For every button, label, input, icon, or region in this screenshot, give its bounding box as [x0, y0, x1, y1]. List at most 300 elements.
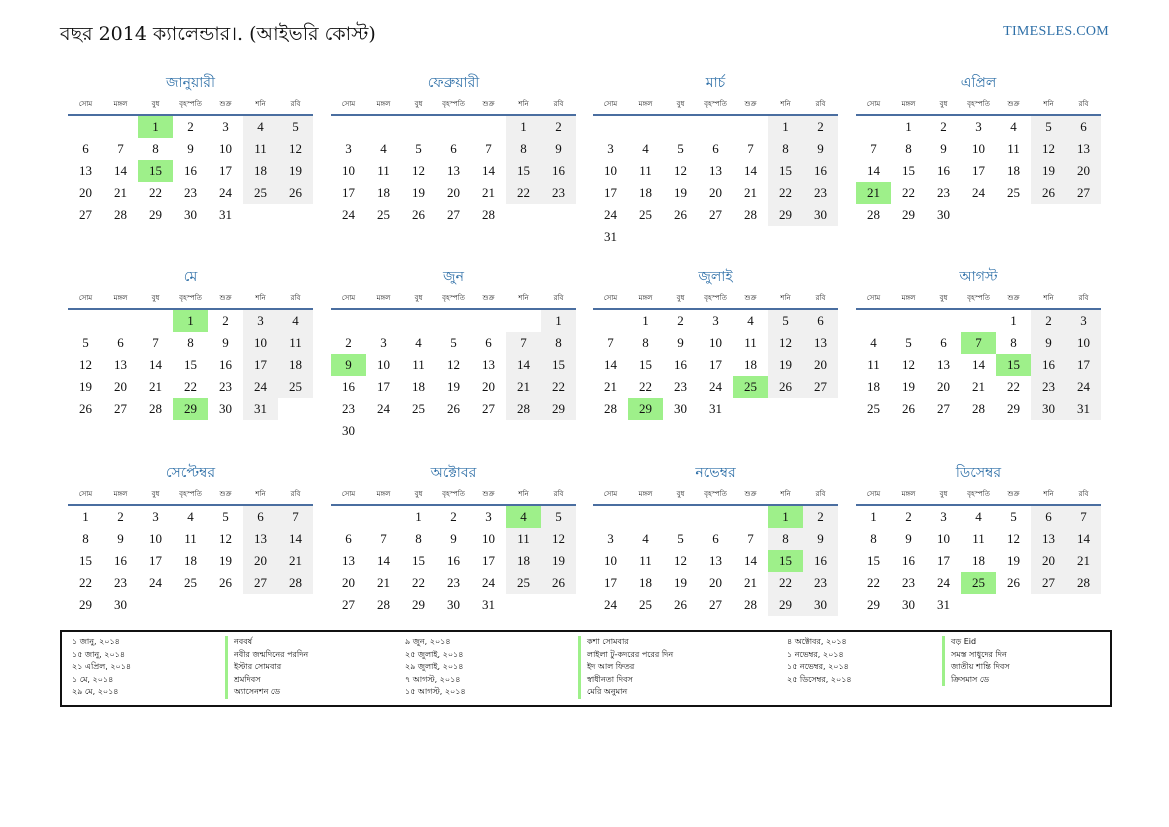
day-cell[interactable]: 3 [975, 119, 982, 134]
day-cell[interactable]: 3 [607, 141, 614, 156]
day-cell[interactable]: 11 [972, 531, 985, 546]
day-cell[interactable]: 8 [768, 138, 803, 160]
day-cell[interactable]: 1 [415, 509, 422, 524]
day-cell[interactable]: 4 [870, 335, 877, 350]
day-cell[interactable]: 14 [149, 357, 162, 372]
day-cell[interactable]: 11 [867, 357, 880, 372]
day-cell[interactable]: 12 [674, 163, 687, 178]
day-cell[interactable]: 4 [278, 310, 313, 332]
day-cell[interactable]: 18 [278, 354, 313, 376]
day-cell[interactable]: 17 [604, 575, 617, 590]
day-cell[interactable]: 5 [1031, 116, 1066, 138]
day-cell[interactable]: 20 [803, 354, 838, 376]
day-cell[interactable]: 17 [1066, 354, 1101, 376]
holiday-day[interactable]: 29 [628, 398, 663, 420]
day-cell[interactable]: 25 [243, 182, 278, 204]
day-cell[interactable]: 29 [149, 207, 162, 222]
day-cell[interactable]: 12 [1031, 138, 1066, 160]
day-cell[interactable]: 23 [184, 185, 197, 200]
day-cell[interactable]: 11 [278, 332, 313, 354]
day-cell[interactable]: 8 [187, 335, 194, 350]
day-cell[interactable]: 14 [972, 357, 985, 372]
day-cell[interactable]: 1 [82, 509, 89, 524]
day-cell[interactable]: 26 [1007, 575, 1020, 590]
day-cell[interactable]: 10 [709, 335, 722, 350]
day-cell[interactable]: 5 [677, 531, 684, 546]
day-cell[interactable]: 5 [677, 141, 684, 156]
day-cell[interactable]: 20 [1066, 160, 1101, 182]
day-cell[interactable]: 30 [1031, 398, 1066, 420]
day-cell[interactable]: 7 [485, 141, 492, 156]
day-cell[interactable]: 30 [114, 597, 127, 612]
day-cell[interactable]: 14 [506, 354, 541, 376]
day-cell[interactable]: 18 [184, 553, 197, 568]
day-cell[interactable]: 26 [79, 401, 92, 416]
day-cell[interactable]: 26 [278, 182, 313, 204]
day-cell[interactable]: 28 [744, 207, 757, 222]
day-cell[interactable]: 18 [867, 379, 880, 394]
day-cell[interactable]: 27 [803, 376, 838, 398]
day-cell[interactable]: 26 [219, 575, 232, 590]
day-cell[interactable]: 29 [768, 594, 803, 616]
day-cell[interactable]: 22 [149, 185, 162, 200]
holiday-day[interactable]: 15 [138, 160, 173, 182]
day-cell[interactable]: 15 [639, 357, 652, 372]
day-cell[interactable]: 9 [541, 138, 576, 160]
day-cell[interactable]: 18 [412, 379, 425, 394]
day-cell[interactable]: 29 [768, 204, 803, 226]
day-cell[interactable]: 12 [79, 357, 92, 372]
day-cell[interactable]: 23 [219, 379, 232, 394]
day-cell[interactable]: 26 [768, 376, 803, 398]
day-cell[interactable]: 12 [902, 357, 915, 372]
day-cell[interactable]: 28 [1066, 572, 1101, 594]
day-cell[interactable]: 26 [674, 597, 687, 612]
day-cell[interactable]: 5 [768, 310, 803, 332]
day-cell[interactable]: 12 [412, 163, 425, 178]
day-cell[interactable]: 20 [342, 575, 355, 590]
day-cell[interactable]: 13 [709, 163, 722, 178]
day-cell[interactable]: 18 [639, 575, 652, 590]
day-cell[interactable]: 27 [114, 401, 127, 416]
day-cell[interactable]: 24 [377, 401, 390, 416]
day-cell[interactable]: 3 [607, 531, 614, 546]
day-cell[interactable]: 11 [243, 138, 278, 160]
day-cell[interactable]: 23 [342, 401, 355, 416]
day-cell[interactable]: 7 [607, 335, 614, 350]
day-cell[interactable]: 19 [768, 354, 803, 376]
day-cell[interactable]: 11 [506, 528, 541, 550]
day-cell[interactable]: 23 [114, 575, 127, 590]
day-cell[interactable]: 5 [222, 509, 229, 524]
day-cell[interactable]: 17 [149, 553, 162, 568]
day-cell[interactable]: 27 [447, 207, 460, 222]
day-cell[interactable]: 29 [867, 597, 880, 612]
day-cell[interactable]: 6 [940, 335, 947, 350]
day-cell[interactable]: 18 [377, 185, 390, 200]
holiday-day[interactable]: 25 [961, 572, 996, 594]
day-cell[interactable]: 20 [1031, 550, 1066, 572]
day-cell[interactable]: 4 [243, 116, 278, 138]
day-cell[interactable]: 16 [342, 379, 355, 394]
day-cell[interactable]: 18 [639, 185, 652, 200]
day-cell[interactable]: 13 [243, 528, 278, 550]
day-cell[interactable]: 15 [541, 354, 576, 376]
holiday-day[interactable]: 7 [961, 332, 996, 354]
day-cell[interactable]: 25 [867, 401, 880, 416]
day-cell[interactable]: 18 [243, 160, 278, 182]
day-cell[interactable]: 28 [377, 597, 390, 612]
day-cell[interactable]: 4 [415, 335, 422, 350]
day-cell[interactable]: 14 [604, 357, 617, 372]
day-cell[interactable]: 17 [482, 553, 495, 568]
day-cell[interactable]: 4 [380, 141, 387, 156]
day-cell[interactable]: 27 [1066, 182, 1101, 204]
day-cell[interactable]: 11 [744, 335, 757, 350]
day-cell[interactable]: 7 [747, 531, 754, 546]
day-cell[interactable]: 2 [541, 116, 576, 138]
day-cell[interactable]: 29 [412, 597, 425, 612]
day-cell[interactable]: 3 [380, 335, 387, 350]
day-cell[interactable]: 29 [79, 597, 92, 612]
day-cell[interactable]: 14 [278, 528, 313, 550]
day-cell[interactable]: 22 [768, 182, 803, 204]
day-cell[interactable]: 4 [642, 141, 649, 156]
day-cell[interactable]: 1 [905, 119, 912, 134]
day-cell[interactable]: 25 [278, 376, 313, 398]
day-cell[interactable]: 9 [187, 141, 194, 156]
day-cell[interactable]: 9 [905, 531, 912, 546]
day-cell[interactable]: 6 [485, 335, 492, 350]
day-cell[interactable]: 2 [222, 313, 229, 328]
day-cell[interactable]: 26 [674, 207, 687, 222]
holiday-day[interactable]: 1 [768, 506, 803, 528]
day-cell[interactable]: 30 [447, 597, 460, 612]
day-cell[interactable]: 28 [744, 597, 757, 612]
day-cell[interactable]: 1 [642, 313, 649, 328]
day-cell[interactable]: 25 [184, 575, 197, 590]
day-cell[interactable]: 18 [744, 357, 757, 372]
day-cell[interactable]: 7 [506, 332, 541, 354]
day-cell[interactable]: 5 [1010, 509, 1017, 524]
holiday-day[interactable]: 15 [996, 354, 1031, 376]
day-cell[interactable]: 20 [937, 379, 950, 394]
day-cell[interactable]: 11 [639, 163, 652, 178]
day-cell[interactable]: 22 [768, 572, 803, 594]
holiday-day[interactable]: 29 [173, 398, 208, 420]
day-cell[interactable]: 5 [278, 116, 313, 138]
day-cell[interactable]: 1 [541, 310, 576, 332]
day-cell[interactable]: 31 [482, 597, 495, 612]
day-cell[interactable]: 21 [377, 575, 390, 590]
day-cell[interactable]: 15 [867, 553, 880, 568]
day-cell[interactable]: 6 [712, 531, 719, 546]
day-cell[interactable]: 17 [243, 354, 278, 376]
day-cell[interactable]: 27 [1031, 572, 1066, 594]
day-cell[interactable]: 18 [972, 553, 985, 568]
day-cell[interactable]: 9 [117, 531, 124, 546]
day-cell[interactable]: 21 [114, 185, 127, 200]
holiday-day[interactable]: 1 [173, 310, 208, 332]
day-cell[interactable]: 5 [415, 141, 422, 156]
day-cell[interactable]: 2 [345, 335, 352, 350]
day-cell[interactable]: 9 [677, 335, 684, 350]
day-cell[interactable]: 26 [1031, 182, 1066, 204]
day-cell[interactable]: 4 [642, 531, 649, 546]
day-cell[interactable]: 10 [604, 553, 617, 568]
day-cell[interactable]: 12 [768, 332, 803, 354]
day-cell[interactable]: 11 [184, 531, 197, 546]
day-cell[interactable]: 22 [902, 185, 915, 200]
day-cell[interactable]: 3 [712, 313, 719, 328]
day-cell[interactable]: 13 [1066, 138, 1101, 160]
day-cell[interactable]: 25 [639, 597, 652, 612]
day-cell[interactable]: 15 [506, 160, 541, 182]
day-cell[interactable]: 31 [219, 207, 232, 222]
day-cell[interactable]: 21 [744, 575, 757, 590]
day-cell[interactable]: 12 [541, 528, 576, 550]
day-cell[interactable]: 11 [1007, 141, 1020, 156]
day-cell[interactable]: 2 [117, 509, 124, 524]
day-cell[interactable]: 7 [117, 141, 124, 156]
day-cell[interactable]: 14 [114, 163, 127, 178]
day-cell[interactable]: 31 [243, 398, 278, 420]
day-cell[interactable]: 13 [482, 357, 495, 372]
day-cell[interactable]: 5 [541, 506, 576, 528]
day-cell[interactable]: 4 [1010, 119, 1017, 134]
day-cell[interactable]: 30 [803, 594, 838, 616]
day-cell[interactable]: 24 [342, 207, 355, 222]
day-cell[interactable]: 14 [744, 163, 757, 178]
day-cell[interactable]: 22 [184, 379, 197, 394]
day-cell[interactable]: 21 [1066, 550, 1101, 572]
day-cell[interactable]: 25 [377, 207, 390, 222]
day-cell[interactable]: 17 [342, 185, 355, 200]
day-cell[interactable]: 25 [639, 207, 652, 222]
day-cell[interactable]: 17 [709, 357, 722, 372]
day-cell[interactable]: 22 [639, 379, 652, 394]
day-cell[interactable]: 22 [79, 575, 92, 590]
day-cell[interactable]: 18 [1007, 163, 1020, 178]
day-cell[interactable]: 19 [447, 379, 460, 394]
day-cell[interactable]: 16 [674, 357, 687, 372]
day-cell[interactable]: 15 [79, 553, 92, 568]
day-cell[interactable]: 27 [709, 597, 722, 612]
day-cell[interactable]: 27 [243, 572, 278, 594]
day-cell[interactable]: 6 [450, 141, 457, 156]
day-cell[interactable]: 12 [278, 138, 313, 160]
day-cell[interactable]: 14 [1066, 528, 1101, 550]
day-cell[interactable]: 8 [642, 335, 649, 350]
day-cell[interactable]: 7 [152, 335, 159, 350]
day-cell[interactable]: 12 [674, 553, 687, 568]
day-cell[interactable]: 16 [1031, 354, 1066, 376]
day-cell[interactable]: 10 [482, 531, 495, 546]
day-cell[interactable]: 9 [803, 528, 838, 550]
day-cell[interactable]: 16 [184, 163, 197, 178]
day-cell[interactable]: 21 [506, 376, 541, 398]
day-cell[interactable]: 25 [506, 572, 541, 594]
day-cell[interactable]: 28 [114, 207, 127, 222]
day-cell[interactable]: 6 [803, 310, 838, 332]
day-cell[interactable]: 20 [709, 185, 722, 200]
day-cell[interactable]: 4 [187, 509, 194, 524]
day-cell[interactable]: 23 [1031, 376, 1066, 398]
day-cell[interactable]: 13 [114, 357, 127, 372]
day-cell[interactable]: 6 [1031, 506, 1066, 528]
day-cell[interactable]: 19 [1007, 553, 1020, 568]
day-cell[interactable]: 27 [709, 207, 722, 222]
day-cell[interactable]: 2 [803, 506, 838, 528]
day-cell[interactable]: 9 [450, 531, 457, 546]
day-cell[interactable]: 16 [447, 553, 460, 568]
day-cell[interactable]: 21 [482, 185, 495, 200]
day-cell[interactable]: 8 [768, 528, 803, 550]
day-cell[interactable]: 30 [902, 597, 915, 612]
day-cell[interactable]: 10 [219, 141, 232, 156]
day-cell[interactable]: 24 [937, 575, 950, 590]
day-cell[interactable]: 15 [412, 553, 425, 568]
day-cell[interactable]: 13 [79, 163, 92, 178]
day-cell[interactable]: 20 [709, 575, 722, 590]
day-cell[interactable]: 25 [1007, 185, 1020, 200]
day-cell[interactable]: 20 [447, 185, 460, 200]
day-cell[interactable]: 8 [1010, 335, 1017, 350]
day-cell[interactable]: 17 [219, 163, 232, 178]
day-cell[interactable]: 30 [219, 401, 232, 416]
day-cell[interactable]: 3 [345, 141, 352, 156]
day-cell[interactable]: 28 [604, 401, 617, 416]
day-cell[interactable]: 8 [905, 141, 912, 156]
day-cell[interactable]: 21 [744, 185, 757, 200]
day-cell[interactable]: 4 [747, 313, 754, 328]
day-cell[interactable]: 17 [377, 379, 390, 394]
day-cell[interactable]: 16 [803, 550, 838, 572]
day-cell[interactable]: 16 [219, 357, 232, 372]
day-cell[interactable]: 20 [114, 379, 127, 394]
day-cell[interactable]: 10 [377, 357, 390, 372]
day-cell[interactable]: 11 [377, 163, 390, 178]
day-cell[interactable]: 26 [447, 401, 460, 416]
day-cell[interactable]: 3 [485, 509, 492, 524]
day-cell[interactable]: 28 [149, 401, 162, 416]
day-cell[interactable]: 2 [940, 119, 947, 134]
day-cell[interactable]: 9 [803, 138, 838, 160]
day-cell[interactable]: 16 [803, 160, 838, 182]
day-cell[interactable]: 17 [972, 163, 985, 178]
day-cell[interactable]: 7 [380, 531, 387, 546]
day-cell[interactable]: 8 [152, 141, 159, 156]
day-cell[interactable]: 19 [79, 379, 92, 394]
day-cell[interactable]: 10 [149, 531, 162, 546]
day-cell[interactable]: 12 [447, 357, 460, 372]
day-cell[interactable]: 19 [541, 550, 576, 572]
day-cell[interactable]: 6 [712, 141, 719, 156]
holiday-day[interactable]: 25 [733, 376, 768, 398]
day-cell[interactable]: 2 [450, 509, 457, 524]
day-cell[interactable]: 19 [674, 185, 687, 200]
day-cell[interactable]: 22 [541, 376, 576, 398]
day-cell[interactable]: 10 [342, 163, 355, 178]
day-cell[interactable]: 26 [541, 572, 576, 594]
day-cell[interactable]: 14 [482, 163, 495, 178]
day-cell[interactable]: 29 [1007, 401, 1020, 416]
day-cell[interactable]: 30 [674, 401, 687, 416]
day-cell[interactable]: 9 [222, 335, 229, 350]
day-cell[interactable]: 6 [243, 506, 278, 528]
day-cell[interactable]: 10 [937, 531, 950, 546]
day-cell[interactable]: 24 [219, 185, 232, 200]
day-cell[interactable]: 19 [278, 160, 313, 182]
day-cell[interactable]: 21 [149, 379, 162, 394]
day-cell[interactable]: 28 [867, 207, 880, 222]
day-cell[interactable]: 1 [506, 116, 541, 138]
day-cell[interactable]: 11 [639, 553, 652, 568]
day-cell[interactable]: 6 [117, 335, 124, 350]
day-cell[interactable]: 16 [114, 553, 127, 568]
day-cell[interactable]: 2 [187, 119, 194, 134]
day-cell[interactable]: 10 [1066, 332, 1101, 354]
day-cell[interactable]: 13 [447, 163, 460, 178]
day-cell[interactable]: 13 [937, 357, 950, 372]
day-cell[interactable]: 24 [149, 575, 162, 590]
day-cell[interactable]: 15 [768, 160, 803, 182]
day-cell[interactable]: 18 [506, 550, 541, 572]
day-cell[interactable]: 27 [79, 207, 92, 222]
day-cell[interactable]: 13 [1031, 528, 1066, 550]
day-cell[interactable]: 10 [604, 163, 617, 178]
day-cell[interactable]: 30 [342, 423, 355, 438]
day-cell[interactable]: 6 [1066, 116, 1101, 138]
day-cell[interactable]: 3 [1066, 310, 1101, 332]
day-cell[interactable]: 22 [506, 182, 541, 204]
day-cell[interactable]: 13 [709, 553, 722, 568]
day-cell[interactable]: 2 [677, 313, 684, 328]
day-cell[interactable]: 22 [867, 575, 880, 590]
day-cell[interactable]: 3 [152, 509, 159, 524]
day-cell[interactable]: 31 [709, 401, 722, 416]
day-cell[interactable]: 27 [342, 597, 355, 612]
day-cell[interactable]: 19 [902, 379, 915, 394]
day-cell[interactable]: 8 [506, 138, 541, 160]
day-cell[interactable]: 13 [342, 553, 355, 568]
day-cell[interactable]: 12 [1007, 531, 1020, 546]
day-cell[interactable]: 28 [506, 398, 541, 420]
day-cell[interactable]: 2 [803, 116, 838, 138]
day-cell[interactable]: 10 [243, 332, 278, 354]
day-cell[interactable]: 24 [243, 376, 278, 398]
day-cell[interactable]: 24 [604, 207, 617, 222]
day-cell[interactable]: 24 [972, 185, 985, 200]
day-cell[interactable]: 30 [937, 207, 950, 222]
day-cell[interactable]: 26 [902, 401, 915, 416]
day-cell[interactable]: 19 [674, 575, 687, 590]
day-cell[interactable]: 5 [450, 335, 457, 350]
day-cell[interactable]: 19 [219, 553, 232, 568]
day-cell[interactable]: 23 [803, 572, 838, 594]
day-cell[interactable]: 16 [937, 163, 950, 178]
day-cell[interactable]: 26 [412, 207, 425, 222]
day-cell[interactable]: 24 [709, 379, 722, 394]
day-cell[interactable]: 15 [184, 357, 197, 372]
day-cell[interactable]: 20 [79, 185, 92, 200]
day-cell[interactable]: 31 [937, 597, 950, 612]
day-cell[interactable]: 24 [1066, 376, 1101, 398]
day-cell[interactable]: 17 [937, 553, 950, 568]
day-cell[interactable]: 28 [278, 572, 313, 594]
day-cell[interactable]: 3 [940, 509, 947, 524]
day-cell[interactable]: 23 [447, 575, 460, 590]
